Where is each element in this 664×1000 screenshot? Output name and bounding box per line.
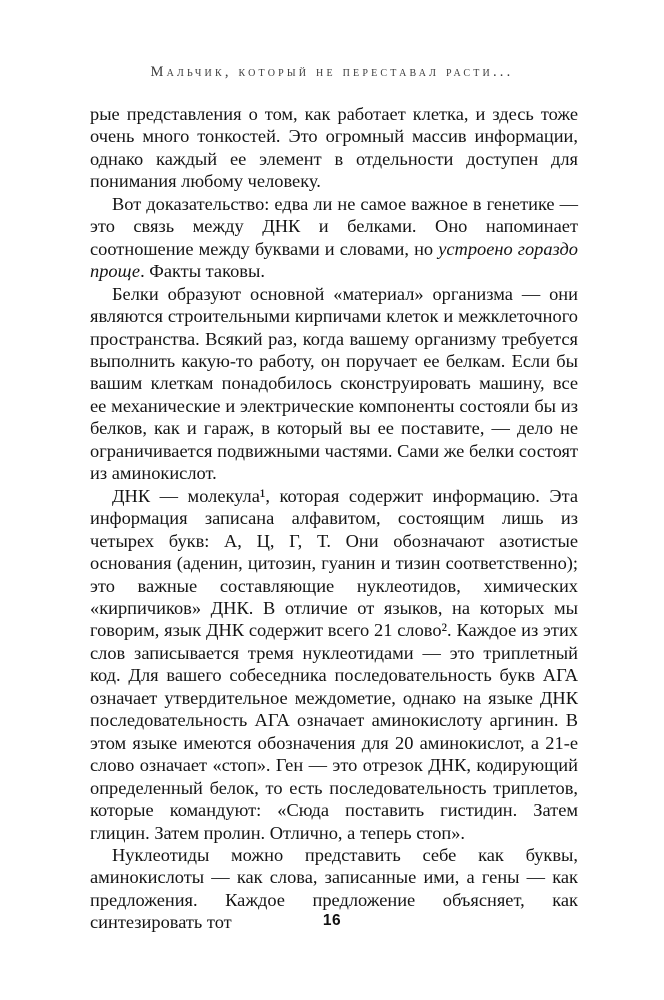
paragraph: Нуклеотиды можно представить себе как буквы, аминокислоты — как слова, записанные ими, а гены — как предложения. Каждое предложение объясняет, как синтезировать тот — [90, 844, 578, 933]
page-number: 16 — [322, 912, 342, 929]
paragraph — [90, 193, 578, 283]
paragraph-text: . Факты таковы. — [140, 261, 265, 282]
paragraph: ДНК — молекула¹, которая содержит информацию. Эта информация записана алфавитом, состоящим лишь из четырех букв: А, Ц, Г, Т. Они обозначают азотистые основания (аденин, цитозин, гуанин и тизин соответственно); это важные составляющие нуклеотидов, химических «кирпичиков» ДНК. В отличие от языков, на которых мы говорим, язык ДНК содержит всего 21 слово². Каждое из этих слов записывается тремя нуклеотидами — это триплетный код. Для вашего собеседника последовательность букв АГА означает утвердительное междометие, однако на языке ДНК последовательность АГА означает аминокислоту аргинин. В этом языке имеются обозначения для 20 аминокислот, а 21-е слово означает «стоп». Ген — это отрезок ДНК, кодирующий определенный белок, то есть последовательность триплетов, которые командуют: «Сюда поставить гистидин. Затем глицин. Затем пролин. Отлично, а теперь стоп». — [90, 485, 578, 843]
paragraph: Белки образуют основной «материал» организма — они являются строительными кирпичами клеток и межклеточного пространства. Всякий раз, когда вашему организму требуется выполнить какую-то работу, он поручает ее белкам. Если бы вашим клеткам понадобилось сконструировать машину, все ее механические и электрические компоненты состояли бы из белков, как и гараж, в который вы ее поставите, — дело не ограничивается подвижными частями. Сами же белки состоят из аминокислот. — [90, 283, 578, 484]
running-head: Мальчик, который не переставал расти... — [150, 64, 514, 80]
body-text — [90, 103, 578, 934]
paragraph-italic-text: устроено гораздо проще — [90, 238, 578, 282]
paragraph: рые представления о том, как работает клетка, и здесь тоже очень много тонкостей. Это огромный массив информации, однако каждый ее элемент в отдельности доступен для понимания любому человеку. — [90, 104, 578, 192]
paragraph-text: Вот доказательство: едва ли не самое важное в генетике — это связь между ДНК и белками. Оно напоминает соотношение между буквами и словами, но — [90, 193, 578, 259]
